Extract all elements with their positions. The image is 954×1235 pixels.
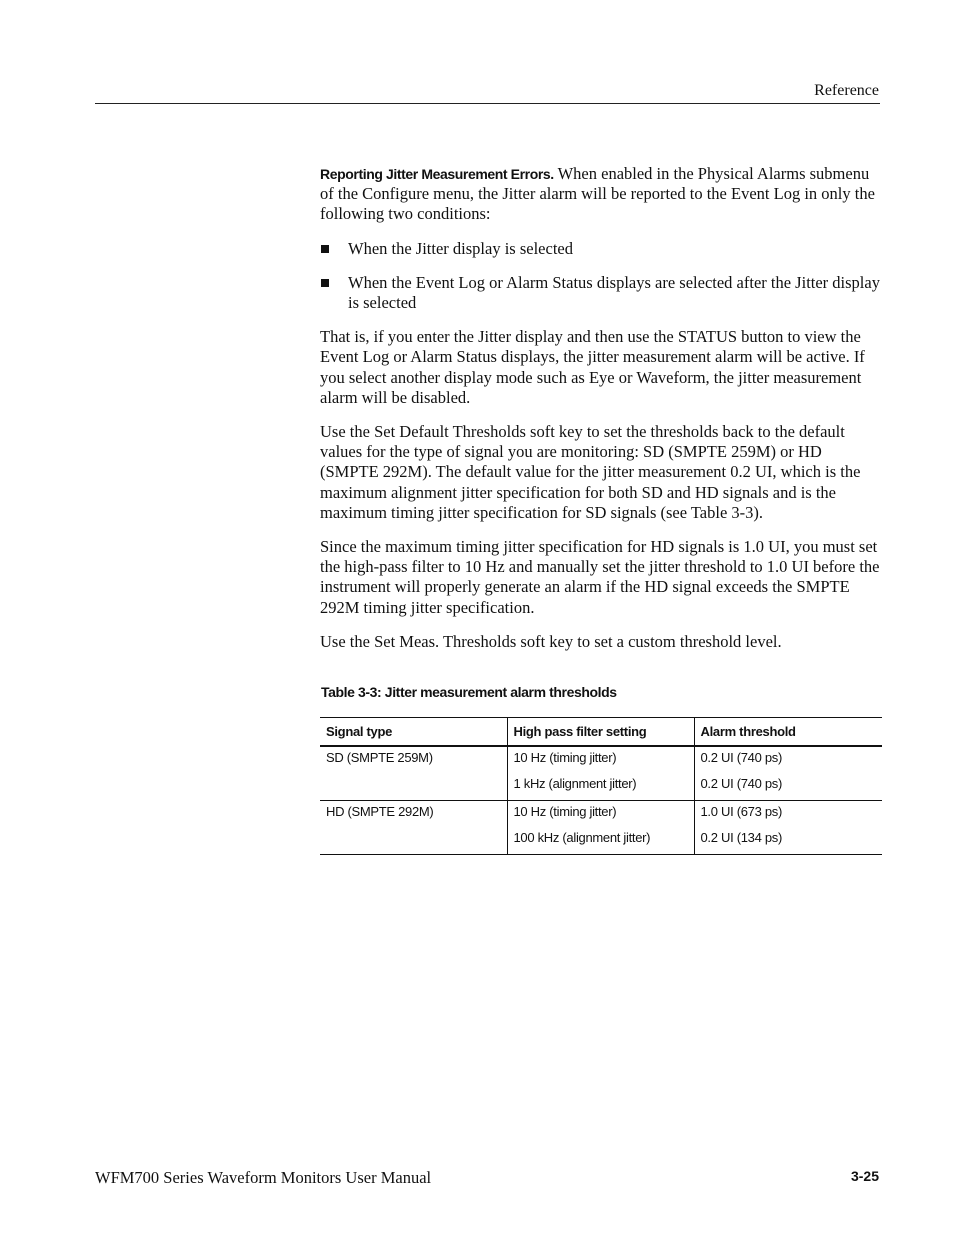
paragraph: Use the Set Meas. Thresholds soft key to set a custom threshold level.: [320, 631, 782, 651]
header-rule: [95, 103, 880, 104]
signal-type-cell: [320, 830, 507, 855]
signal-type-cell: [320, 776, 507, 801]
filter-cell: 10 Hz (timing jitter): [507, 746, 694, 776]
threshold-cell: 0.2 UI (134 ps): [694, 830, 882, 855]
table-row: [320, 746, 882, 776]
signal-type-cell: HD (SMPTE 292M): [326, 804, 434, 819]
runin-heading: Reporting Jitter Measurement Errors.: [320, 166, 554, 182]
table-row: [320, 830, 882, 855]
list-item: [320, 273, 882, 313]
paragraph: Since the maximum timing jitter specification for HD signals is 1.0 UI, you must set the high-pass filter to 10 Hz and manually set the jitter threshold to 1.0 UI before the instrument will properly generate an alarm if the HD signal exceeds the SMPTE 292M timing jitter specification.: [320, 537, 880, 617]
jitter-threshold-table: [320, 717, 882, 855]
threshold-cell: 1.0 UI (673 ps): [694, 801, 882, 831]
paragraph: Use the Set Default Thresholds soft key to set the thresholds back to the default values for the type of signal you are monitoring: SD (SMPTE 259M) or HD (SMPTE 292M). The default value for the jitter measurement 0.2 UI, which is the maximum alignment jitter specification for both SD and HD signals and is the maximum timing jitter specification for SD signals (see Table 3-3).: [320, 422, 861, 522]
table-header-row: [320, 718, 882, 747]
paragraph: That is, if you enter the Jitter display and then use the STATUS button to view the Event Log or Alarm Status displays, the jitter measurement alarm will be active. If you select another display mode such as Eye or Waveform, the jitter measurement alarm will be disabled.: [320, 327, 865, 407]
threshold-cell: 0.2 UI (740 ps): [694, 776, 882, 801]
threshold-cell: 0.2 UI (740 ps): [694, 746, 882, 776]
column-header: Signal type: [320, 718, 507, 747]
intro-text: When enabled in the Physical Alarms submenu of the Configure menu, the Jitter alarm will be reported to the Event Log in only the following two conditions:: [320, 164, 875, 224]
filter-cell: 1 kHz (alignment jitter): [507, 776, 694, 801]
list-item-text: When the Event Log or Alarm Status displays are selected after the Jitter display is selected: [348, 272, 880, 313]
page-number: 3-25: [850, 1168, 879, 1184]
intro-paragraph: [320, 164, 882, 225]
column-header: High pass filter setting: [507, 718, 694, 747]
running-header: Reference: [814, 82, 879, 99]
square-bullet-icon: [321, 279, 329, 287]
square-bullet-icon: [321, 245, 329, 253]
column-header: Alarm threshold: [694, 718, 882, 747]
filter-cell: 100 kHz (alignment jitter): [507, 830, 694, 855]
list-item: [320, 239, 882, 259]
condition-list: [320, 239, 882, 314]
signal-type-cell: SD (SMPTE 259M): [326, 750, 433, 765]
filter-cell: 10 Hz (timing jitter): [507, 801, 694, 831]
list-item-text: When the Jitter display is selected: [348, 238, 573, 258]
footer-manual-title: WFM700 Series Waveform Monitors User Manual: [95, 1168, 432, 1187]
body-text: [320, 164, 882, 666]
table-row: [320, 776, 882, 801]
table-caption: Table 3-3: Jitter measurement alarm thresholds: [321, 684, 617, 700]
table-row: [320, 801, 882, 831]
